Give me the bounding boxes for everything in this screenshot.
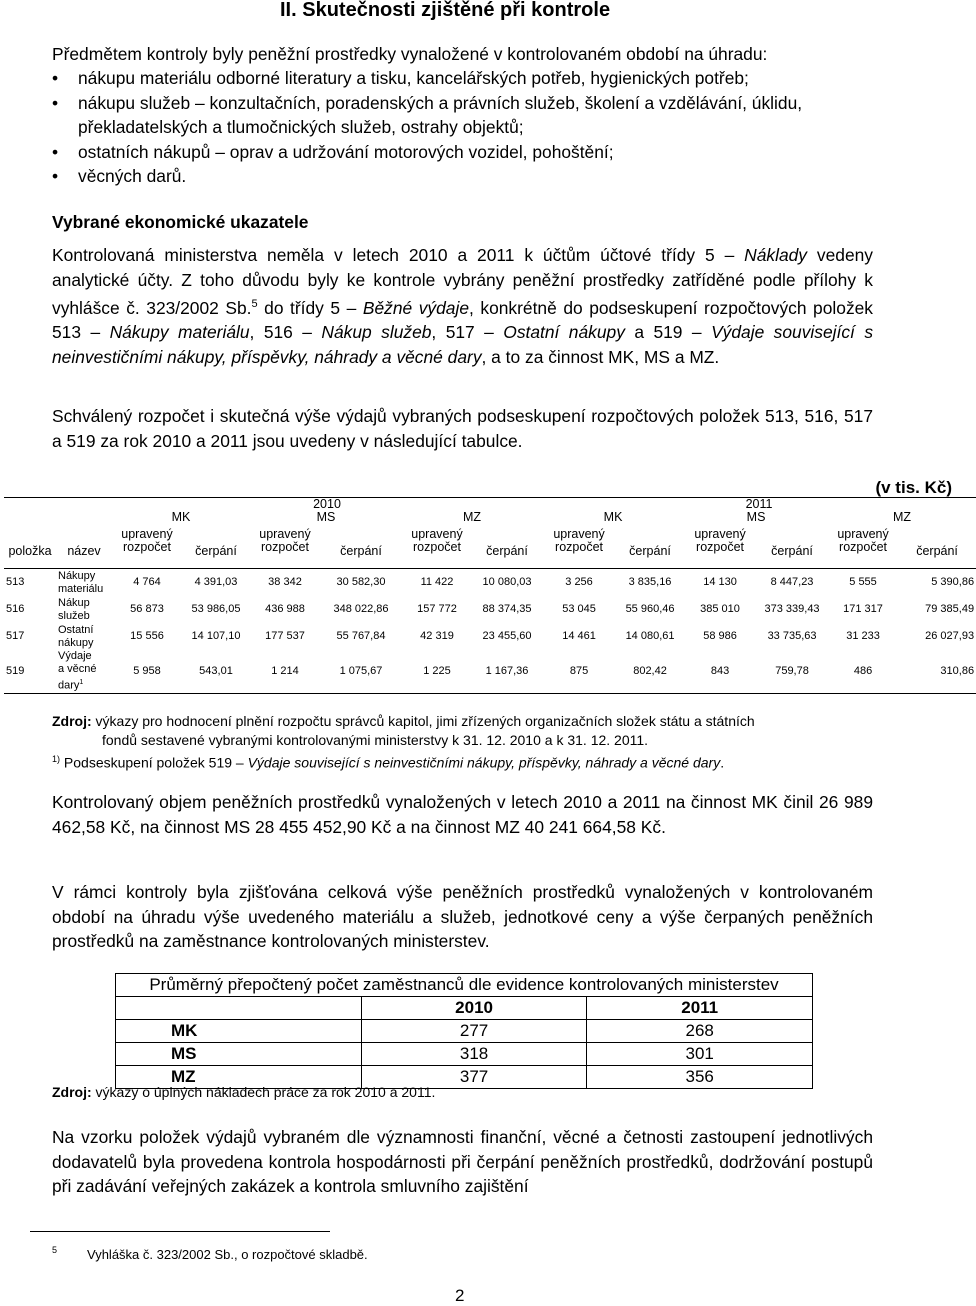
table1-note: $^{1)}$ Podseskupení položek 519 – Výdaje související s neinvestičními nákupy, příspěvky, náhrady a věcné dary. — [52, 754, 725, 771]
ministry-header: MK — [603, 510, 623, 524]
ministry-header: MS — [746, 510, 766, 524]
staff-table — [115, 973, 813, 1089]
table-row: MK 277 268 — [116, 1020, 813, 1043]
list-item: • věcných darů. — [52, 164, 882, 189]
table1-source: Zdroj: výkazy pro hodnocení plnění rozpočtu správců kapitol, jimi zřízených organizačních složek státu a státních fondů sestavené vybranými kontrolovanými ministerstvy k 31. 12. 2010 a k 31. 12. 2011. — [52, 713, 755, 748]
footnote: $^5$ Vyhláška č. 323/2002 Sb., o rozpočtové skladbě. — [52, 1245, 368, 1262]
year-2011: 2011 — [542, 498, 976, 512]
table-row: MS 318 301 — [116, 1043, 813, 1066]
ministry-header: MZ — [893, 510, 912, 524]
table-row: 516 Nákup služeb 56 873 53 986,05 436 988 348 022,86 157 772 88 374,35 53 045 55 960,46 385 010 373 339,43 171 317 79 385,49 — [6, 596, 975, 622]
year-2010: 2010 — [361, 997, 587, 1020]
col-nazev: název — [67, 544, 101, 558]
col-cerpani: čerpání — [629, 544, 671, 558]
table-row: 513 Nákupy materiálu 4 764 4 391,03 38 342 30 582,30 11 422 10 080,03 3 256 3 835,16 14 130 8 447,23 5 555 5 390,86 — [6, 569, 975, 595]
col-upraveny-rozpocet: upravený rozpočet — [694, 527, 746, 554]
table-row: 519 Výdaje a věcné dary$^1$ 5 958 543,01 1 214 1 075,67 1 225 1 167,36 875 802,42 843 759,78 486 310,86 — [6, 650, 975, 692]
table-row: MZ 377 356 — [116, 1066, 813, 1089]
col-cerpani: čerpání — [340, 544, 382, 558]
year-2010: 2010 — [112, 498, 542, 512]
col-cerpani: čerpání — [486, 544, 528, 558]
table-row: 517 Ostatní nákupy 15 556 14 107,10 177 537 55 767,84 42 319 23 455,60 14 461 14 080,61 58 986 33 735,63 31 233 26 027,93 — [6, 623, 975, 649]
paragraph-budget: Schválený rozpočet i skutečná výše výdajů vybraných podseskupení rozpočtových položek 513, 516, 517 a 519 za rok 2010 a 2011 jsou uvedeny v následující tabulce. — [52, 406, 873, 451]
col-upraveny-rozpocet: upravený rozpočet — [553, 527, 605, 554]
col-cerpani: čerpání — [195, 544, 237, 558]
footnote-divider — [30, 1231, 330, 1232]
ministry-header: MS — [316, 510, 336, 524]
col-polozka: položka — [8, 544, 52, 558]
ministry-header: MZ — [462, 510, 482, 524]
staff-table-title: Průměrný přepočtený počet zaměstnanců dle evidence kontrolovaných ministerstev — [116, 974, 813, 997]
list-item: • ostatních nákupů – oprav a udržování motorových vozidel, pohoštění; — [52, 140, 882, 165]
paragraph-accounts: Kontrolovaná ministerstva neměla v letech 2010 a 2011 k účtům účtové třídy 5 – Náklady vedeny analytické účty. Z toho důvodu byly ke kontrole vybrány peněžní prostředky zatříděné podle přílohy k vyhlášce č. 323/2002 Sb.$^5$ do třídy 5 – Běžné výdaje, konkrétně do podseskupení rozpočtových položek 513 – Nákupy materiálu, 516 – Nákup služeb, 517 – Ostatní nákupy a 519 – Výdaje související s neinvestičními nákupy, příspěvky, náhrady a věcné dary, a to za činnost MK, MS a MZ. — [52, 245, 874, 367]
page-number: 2 — [455, 1286, 465, 1305]
list-item: • nákupu materiálu odborné literatury a tisku, kancelářských potřeb, hygienických potřeb; — [52, 66, 882, 91]
section-heading: II. Skutečnosti zjištěné při kontrole — [280, 0, 611, 21]
year-2011: 2011 — [587, 997, 813, 1020]
intro-paragraph: Předmětem kontroly byly peněžní prostředky vynaložené v kontrolovaném období na úhradu: — [52, 44, 768, 64]
col-upraveny-rozpocet: upravený rozpočet — [837, 527, 889, 554]
unit-label: (v tis. Kč) — [875, 478, 952, 497]
paragraph-sample: Na vzorku položek výdajů vybraném dle významnosti finanční, věcné a četnosti zastoupení jednotlivých dodavatelů byla provedena kontrola hospodárnosti při čerpání peněžních prostředků, dodržování postupů při zadávání veřejných zakázek a kontrola smluvního zajištění — [52, 1127, 873, 1196]
paragraph-scope: V rámci kontroly byla zjišťována celková výše peněžních prostředků vynaložených v kontrolovaném období na úhradu výše uvedeného materiálu a služeb, jednotkové ceny a výše čerpaných peněžních prostředků na zaměstnance kontrolovaných ministerstev. — [52, 882, 873, 951]
ministry-header: MK — [171, 510, 191, 524]
col-upraveny-rozpocet: upravený rozpočet — [411, 527, 463, 554]
budget-table — [4, 497, 976, 694]
list-item: • nákupu služeb – konzultačních, poradenských a právních služeb, školení a vzdělávání, úklidu, překladatelských a tlumočnických služeb, ostrahy objektů; — [52, 91, 882, 140]
scope-list — [52, 66, 882, 189]
col-upraveny-rozpocet: upravený rozpočet — [259, 527, 311, 554]
col-cerpani: čerpání — [771, 544, 813, 558]
subheading: Vybrané ekonomické ukazatele — [52, 212, 309, 232]
col-cerpani: čerpání — [916, 544, 958, 558]
col-upraveny-rozpocet: upravený rozpočet — [121, 527, 173, 554]
table2-source: Zdroj: výkazy o úplných nákladech práce za rok 2010 a 2011. — [52, 1084, 436, 1100]
paragraph-volume: Kontrolovaný objem peněžních prostředků vynaložených v letech 2010 a 2011 na činnost MK činil 26 989 462,58 Kč, na činnost MS 28 455 452,90 Kč a na činnost MZ 40 241 664,58 Kč. — [52, 792, 873, 837]
